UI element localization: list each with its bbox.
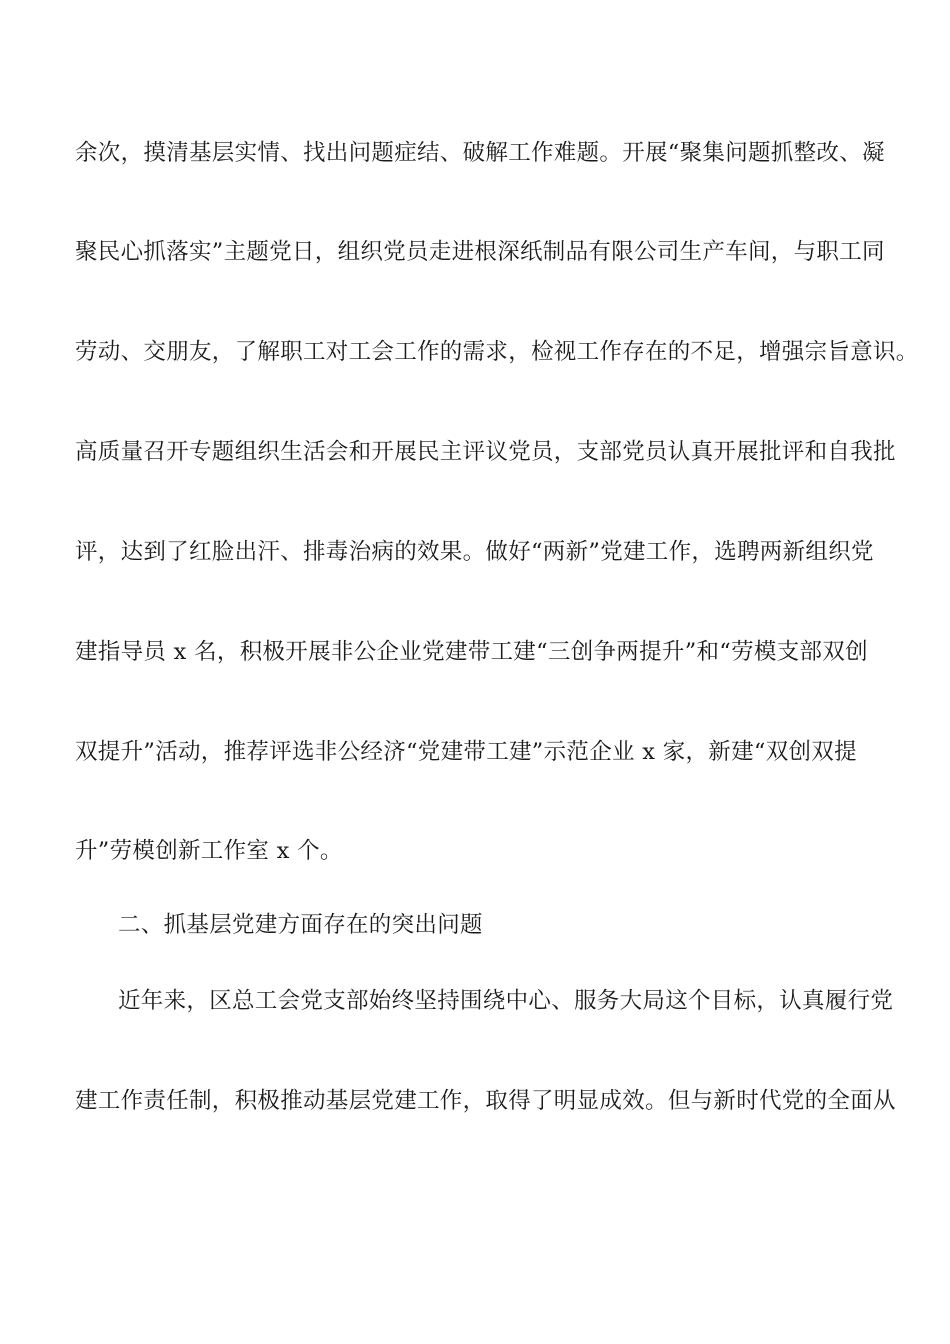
paragraph-line: 建工作责任制，积极推动基层党建工作，取得了明显成效。但与新时代党的全面从: [75, 1088, 896, 1114]
paragraph-line: 聚民心抓落实”主题党日，组织党员走进根深纸制品有限公司生产车间，与职工同: [75, 239, 885, 265]
paragraph-line: 劳动、交朋友，了解职工对工会工作的需求，检视工作存在的不足，增强宗旨意识。: [75, 339, 919, 365]
paragraph-line: 近年来，区总工会党支部始终坚持围绕中心、服务大局这个目标，认真履行党: [118, 988, 894, 1014]
section-heading: 二、抓基层党建方面存在的突出问题: [118, 912, 483, 938]
paragraph-line: 升”劳模创新工作室 x 个。: [75, 838, 343, 864]
paragraph-line: 建指导员 x 名，积极开展非公企业党建带工建“三创争两提升”和“劳模支部双创: [75, 639, 868, 665]
paragraph-line: 双提升”活动，推荐评选非公经济“党建带工建”示范企业 x 家，新建“双创双提: [75, 739, 857, 765]
paragraph-line: 高质量召开专题组织生活会和开展民主评议党员，支部党员认真开展批评和自我批: [75, 439, 896, 465]
paragraph-line: 评，达到了红脸出汗、排毒治病的效果。做好“两新”党建工作，选聘两新组织党: [75, 539, 874, 565]
paragraph-line: 余次，摸清基层实情、找出问题症结、破解工作难题。开展“聚集问题抓整改、凝: [75, 140, 885, 166]
